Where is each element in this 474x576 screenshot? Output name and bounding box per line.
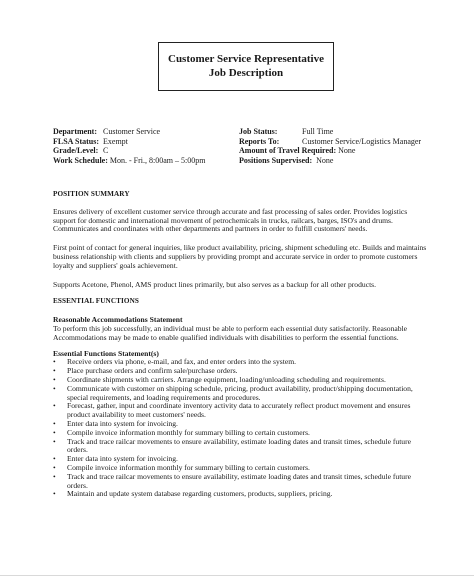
document-subtitle: Job Description: [208, 67, 284, 79]
list-item: [53, 473, 428, 491]
meta-label: Grade/Level:: [53, 146, 99, 156]
meta-department: [53, 127, 205, 137]
bullet-icon: •: [53, 357, 56, 367]
meta-right-column: [239, 127, 421, 165]
bullet-icon: •: [53, 366, 56, 376]
list-item-text: Maintain and update system database regarding customers, products, suppliers, pricing.: [67, 489, 333, 499]
list-item-text: Place purchase orders and confirm sale/purchase orders.: [67, 366, 238, 376]
bullet-icon: •: [53, 462, 56, 472]
list-item-text: Enter data into system for invoicing.: [67, 454, 178, 464]
meta-value: Customer Service/Logistics Manager: [302, 136, 422, 146]
list-item-text: Compile invoice information monthly for summary billing to certain customers.: [67, 427, 310, 437]
meta-positions-supervised: [239, 156, 421, 166]
meta-label: Amount of Travel Required:: [239, 146, 337, 156]
meta-label: Reports To:: [239, 136, 280, 146]
document-body: [53, 190, 428, 499]
accommodations-heading: Reasonable Accommodations Statement: [53, 315, 183, 325]
meta-value: Exempt: [103, 136, 128, 146]
list-item-text: Receive orders via phone, e-mail, and fax, and enter orders into the system.: [67, 357, 296, 367]
list-item-text: Compile invoice information monthly for summary billing to certain customers.: [67, 462, 310, 472]
meta-value: Customer Service: [103, 127, 161, 136]
bullet-icon: •: [53, 489, 56, 499]
meta-label: Department:: [53, 127, 97, 136]
list-item: [53, 490, 428, 499]
meta-value: C: [103, 146, 109, 156]
bullet-icon: •: [53, 383, 56, 393]
meta-label: Job Status:: [239, 127, 278, 136]
list-item: [53, 402, 428, 420]
list-item-text: Forecast, gather, input and coordinate inventory activity data to accurately reflect product movement and ensures product availability to meet customers' needs.: [67, 401, 411, 420]
essential-functions-list: [53, 358, 428, 499]
meta-value: Full Time: [302, 127, 334, 136]
bullet-icon: •: [53, 374, 56, 384]
list-item-text: Enter data into system for invoicing.: [67, 418, 178, 428]
title-box: [158, 42, 334, 91]
bullet-icon: •: [53, 454, 56, 464]
meta-left-column: [53, 127, 205, 165]
essential-functions-heading: ESSENTIAL FUNCTIONS: [53, 297, 139, 306]
meta-job-status: [239, 127, 421, 137]
bullet-icon: •: [53, 418, 56, 428]
list-item: [53, 438, 428, 456]
list-item: [53, 385, 428, 403]
functions-statement-heading: Essential Functions Statement(s): [53, 348, 159, 358]
meta-label: Positions Supervised:: [239, 155, 313, 165]
meta-value: None: [338, 146, 356, 156]
list-item-text: Communicate with customer on shipping schedule, pricing, product availability, product/shipping documentation, special requirements, and loading requirements and procedures.: [67, 383, 413, 402]
meta-flsa-status: [53, 137, 205, 147]
meta-grade-level: [53, 146, 205, 156]
position-summary-heading: POSITION SUMMARY: [53, 190, 130, 198]
bullet-icon: •: [53, 471, 56, 481]
meta-travel-required: [239, 146, 421, 156]
list-item-text: Coordinate shipments with carriers. Arrange equipment, loading/unloading scheduling and requirements.: [67, 374, 386, 384]
meta-label: FLSA Status:: [53, 136, 100, 146]
summary-paragraph: Supports Acetone, Phenol, AMS product lines primarily, but also serves as a backup for all other products.: [53, 279, 377, 289]
bullet-icon: •: [53, 401, 56, 411]
document-title: Customer Service Representative: [168, 53, 324, 65]
bullet-icon: •: [53, 436, 56, 446]
meta-label: Work Schedule:: [53, 155, 108, 165]
meta-value: None: [316, 155, 334, 165]
summary-paragraph: First point of contact for general inquiries, like product availability, pricing, shipment scheduling etc. Builds and maintains business relationship with clients and suppliers by providing prompt and accurate service in order to promote customers loyalty and suppliers' goals achievement.: [53, 243, 427, 270]
meta-reports-to: [239, 137, 421, 147]
bullet-icon: •: [53, 427, 56, 437]
summary-paragraph: Ensures delivery of excellent customer service through accurate and fast processing of sales order. Provides logistics support for domestic and international movement of petrochemicals in trucks, railcars, barges, ISO's and drums. Communicates and coordinates with other departments and partners in order to fulfill customers' needs.: [53, 206, 408, 234]
accommodations-text: To perform this job successfully, an individual must be able to perform each essential duty satisfactorily. Reasonable Accommodations may be made to enable qualified individuals with disabilities to perform the essential functions.: [53, 323, 408, 342]
meta-value: Mon. - Fri., 8:00am – 5:00pm: [109, 155, 206, 165]
list-item-text: Track and trace railcar movements to ensure availability, estimate loading dates and transit times, schedule future orders.: [67, 471, 411, 490]
meta-work-schedule: [53, 156, 205, 166]
list-item-text: Track and trace railcar movements to ensure availability, estimate loading dates and transit times, schedule future orders.: [67, 436, 411, 455]
